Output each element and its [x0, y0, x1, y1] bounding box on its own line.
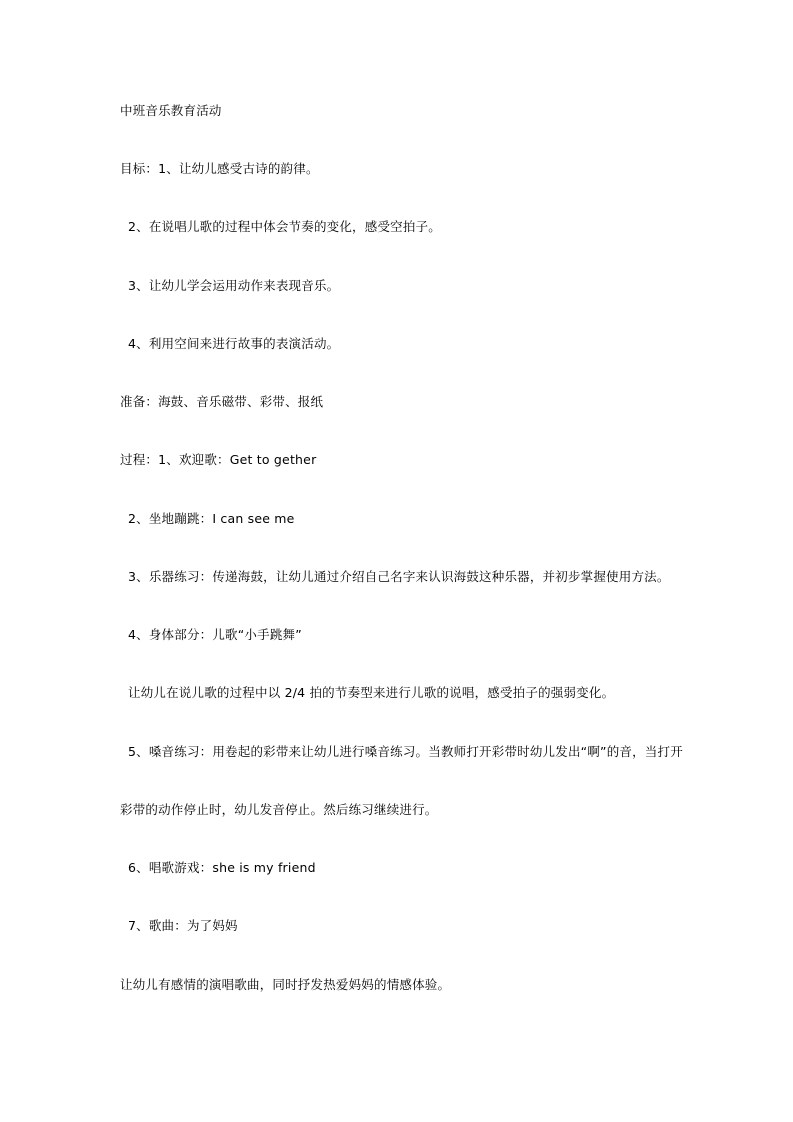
- process-step-4-detail: 让幼儿在说儿歌的过程中以 2/4 拍的节奏型来进行儿歌的说唱，感受拍子的强弱变化。: [128, 685, 615, 700]
- goal-4: 4、利用空间来进行故事的表演活动。: [128, 336, 340, 351]
- process-step-5-continued: 彩带的动作停止时，幼儿发音停止。然后练习继续进行。: [120, 802, 438, 817]
- process-step-7-detail: 让幼儿有感情的演唱歌曲，同时抒发热爱妈妈的情感体验。: [120, 977, 451, 992]
- process-step-3: 3、乐器练习：传递海鼓，让幼儿通过介绍自己名字来认识海鼓这种乐器，并初步掌握使用方法。: [128, 569, 670, 584]
- goal-2: 2、在说唱儿歌的过程中体会节奏的变化，感受空拍子。: [128, 219, 441, 234]
- goal-3: 3、让幼儿学会运用动作来表现音乐。: [128, 278, 340, 293]
- process-step-2: 2、坐地蹦跳：I can see me: [128, 511, 295, 526]
- process-step-7: 7、歌曲：为了妈妈: [128, 918, 238, 933]
- process-step-4: 4、身体部分：儿歌“小手跳舞”: [128, 627, 302, 642]
- preparation: 准备：海鼓、音乐磁带、彩带、报纸: [120, 394, 324, 409]
- process-step-1: 过程：1、欢迎歌：Get to gether: [120, 452, 317, 467]
- goal-1: 目标：1、让幼儿感受古诗的韵律。: [120, 161, 319, 176]
- process-step-6: 6、唱歌游戏：she is my friend: [128, 860, 316, 875]
- document-title: 中班音乐教育活动: [120, 103, 222, 118]
- process-step-5: 5、嗓音练习：用卷起的彩带来让幼儿进行嗓音练习。当教师打开彩带时幼儿发出“啊”的音，当打开: [128, 744, 683, 759]
